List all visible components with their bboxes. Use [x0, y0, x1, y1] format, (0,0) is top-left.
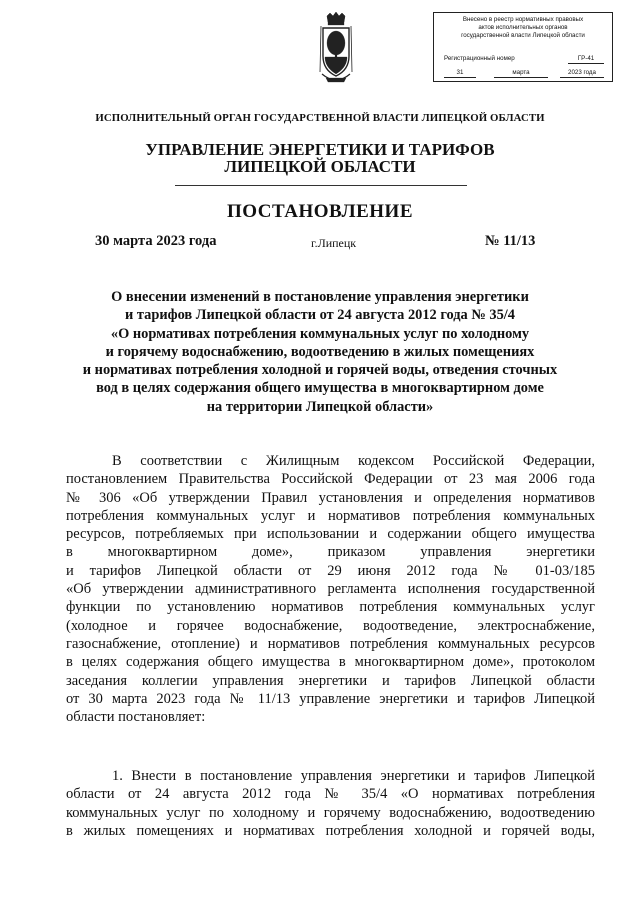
preamble-paragraph [66, 452, 595, 726]
subject-line: О внесении изменений в постановление управления энергетики [111, 289, 529, 305]
subject-line: и нормативах потребления холодной и горячей воды, отведения сточных [82, 362, 558, 379]
subject-line: и горячему водоснабжению, водоотведению в жилых помещениях [105, 343, 535, 360]
body-line: коммунальных услуг по холодному и горячему водоснабжению, водоотведению [66, 804, 595, 821]
stamp-day: 31 [444, 69, 476, 78]
body-line: В соответствии с Жилищным кодексом Российской Федерации, [112, 453, 595, 469]
subject-line: и тарифов Липецкой области от 24 августа 2012 года № 35/4 [125, 307, 515, 324]
stamp-line-3: государственной власти Липецкой области [461, 32, 585, 39]
stamp-registration-row [444, 55, 604, 64]
body-line: газоснабжение, отопление) и нормативов потребления коммунальных ресурсов [66, 635, 595, 652]
subject-line: вод в целях содержания общего имущества в многоквартирном доме [96, 380, 544, 397]
subject-line: «О нормативах потребления коммунальных услуг по холодному [110, 325, 530, 342]
agency-name: ИСПОЛНИТЕЛЬНЫЙ ОРГАН ГОСУДАРСТВЕННОЙ ВЛАСТИ ЛИПЕЦКОЙ ОБЛАСТИ [95, 112, 545, 124]
body-line: области постановляет: [66, 709, 206, 726]
stamp-month: марта [494, 69, 548, 78]
document-place: г.Липецк [311, 236, 357, 250]
lipetsk-coat-of-arms-icon [318, 12, 354, 90]
body-line: и тарифов Липецкой области от 29 июня 2012 года № 01-03/185 [66, 562, 595, 579]
document-date: 30 марта 2023 года [95, 233, 217, 249]
subject-line: на территории Липецкой области» [206, 398, 434, 415]
header-divider [175, 185, 467, 186]
clause-1-paragraph [66, 767, 595, 840]
body-line: № 306 «Об утверждении Правил установления и определения нормативов [66, 489, 595, 506]
body-line: «Об утверждении административного регламента исполнения государственной [66, 581, 595, 598]
body-line: функции по установлению нормативов потребления коммунальных услуг [66, 599, 595, 616]
stamp-year: 2023 года [560, 69, 604, 78]
body-line: потребления коммунальных услуг и нормативов потребления коммунальных [66, 507, 595, 524]
document-subject [0, 288, 640, 416]
stamp-date-row [444, 69, 604, 78]
document-number: № 11/13 [485, 233, 536, 249]
body-line: ресурсов, потребляемых при использовании и содержании общего имущества [66, 526, 595, 543]
stamp-registration-number: ГР-41 [568, 55, 604, 64]
body-line: в жилых помещениях и нормативах потребления холодной и горячей воды, [66, 822, 595, 839]
document-type: ПОСТАНОВЛЕНИЕ [226, 201, 414, 222]
body-line: постановлением Правительства Российской Федерации от 23 мая 2006 года [66, 471, 595, 488]
stamp-line-2: актов исполнительных органов [478, 24, 568, 31]
registry-stamp [433, 12, 613, 82]
body-line: в многоквартирном доме», приказом управления энергетики [66, 544, 595, 561]
body-line: заседания коллегии управления энергетики и тарифов Липецкой области [66, 672, 595, 689]
body-line: 1. Внести в постановление управления энергетики и тарифов Липецкой [112, 768, 595, 784]
department-name-line-1: УПРАВЛЕНИЕ ЭНЕРГЕТИКИ И ТАРИФОВ [145, 140, 495, 159]
stamp-registration-label: Регистрационный номер [444, 55, 515, 62]
department-name-line-2: ЛИПЕЦКОЙ ОБЛАСТИ [224, 157, 416, 176]
body-line: в целях содержания общего имущества в многоквартирном доме», протоколом [66, 654, 595, 671]
body-line: (холодное и горячее водоснабжение, водоотведение, электроснабжение, [66, 617, 595, 634]
body-line: от 30 марта 2023 года № 11/13 управление энергетики и тарифов Липецкой [66, 690, 595, 707]
body-line: области от 24 августа 2012 года № 35/4 «О нормативах потребления [66, 786, 595, 803]
stamp-line-1: Внесено в реестр нормативных правовых [462, 16, 584, 23]
